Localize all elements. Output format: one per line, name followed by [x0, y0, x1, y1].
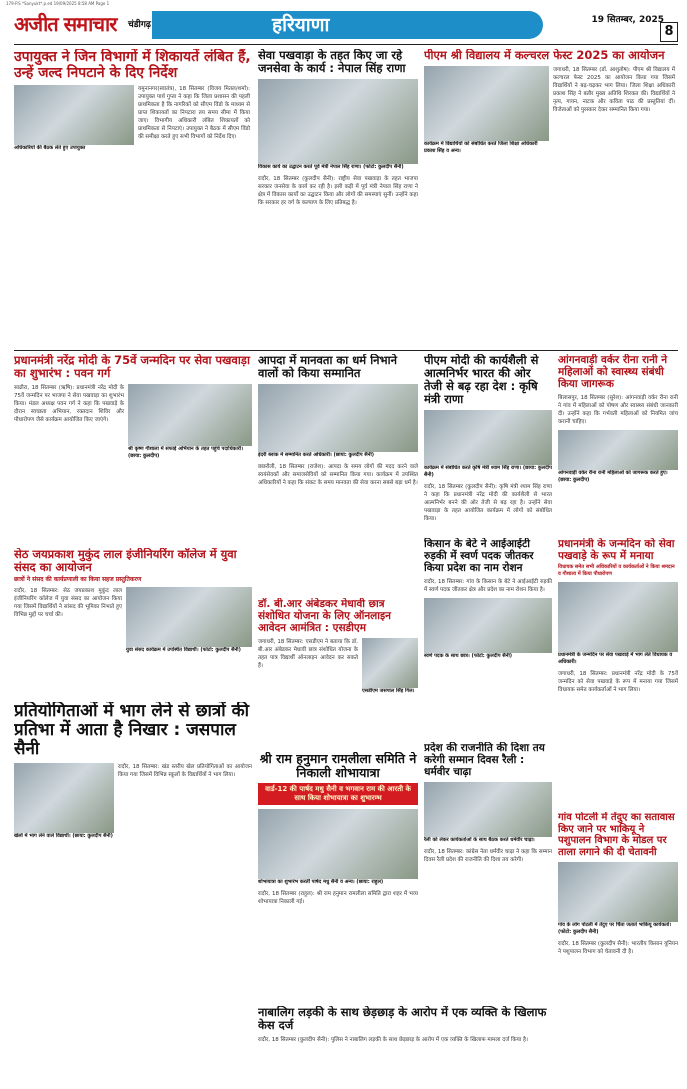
- story-body: यमुनानगर(स्वातंत्र), 18 सितम्बर (विजय मितल/शर्मा): उपायुक्त पार्थ गुप्ता ने कहा कि जिला प्रशासन की पहली प्राथमिकता है कि नागरिकों को सीएम विंडो के माध्यम से प्राप्त शिकायतों का निपटारा तय समय सीमा में किया जाए। विभागीय अधिकारी लंबित शिकायतों को प्राथमिकता से निपटाएं। उपायुक्त ने बैठक में सीएम विंडो की समीक्षा करते हुए सभी विभागों को निर्देश दिए।: [138, 86, 250, 140]
- edition-city: चंडीगढ़: [128, 20, 151, 30]
- headline: सेवा पखवाड़ा के तहत किए जा रहे जनसेवा के कार्य : नेपाल सिंह राणा: [258, 49, 406, 75]
- story-body: रादौर, 18 सितम्बर: सेठ जयप्रकाश मुकुंद लाल इंजीनियरिंग कॉलेज में युवा संसद का आयोजन किया गया जिसमें विद्यार्थियों ने सांसद की भूमिका निभाते हुए विभिन्न मुद्दों पर चर्चा की।: [14, 588, 122, 618]
- story-cultural-fest: [424, 49, 678, 349]
- caption: इंदरी ब्लाक में सम्मानित करते अधिकारी। (छाया: कुलदीप सैनी): [258, 452, 375, 458]
- photo: [14, 763, 114, 833]
- story-anganwadi: [558, 354, 678, 534]
- story-sammaan-rally: [424, 742, 552, 972]
- story-body: रादौर, 18 सितम्बर (राहुल): श्री राम हनुमान रामलीला समिति द्वारा शहर में भव्य शोभायात्रा निकाली गई।: [258, 891, 418, 905]
- caption: आंगनवाड़ी वर्कर रीना रानी महिलाओं को जागरूक करते हुए। (छाया: कुलदीप): [558, 470, 668, 483]
- headline: पीएम मोदी की कार्यशैली से आत्मनिर्भर भारत की ओर तेजी से बढ़ रहा देश : कृषि मंत्री राणा: [424, 354, 539, 406]
- photo: [558, 862, 678, 922]
- subheadline: छात्रों ने संसद की कार्यप्रणाली का किया सहज प्रस्तुतिकरण: [14, 576, 142, 583]
- headline: गांव पोटली में तेंदुए का सतावास किए जाने पर भाकियू ने पशुपालन विभाग के मोडल पर ताला लगाने की दी चेतावनी: [558, 812, 675, 858]
- story-complaints: [14, 49, 252, 349]
- masthead-rule: [14, 44, 678, 45]
- caption: स्वर्ण पदक के साथ छात्र। (फोटो: कुलदीप सैनी): [424, 653, 513, 659]
- story-body: जगाधरी, 18 सितम्बर: एसडीएम ने बताया कि डॉ. बी.आर अंबेडकर मेधावी छात्र संशोधित योजना के तहत पात्र विद्यार्थी ऑनलाइन आवेदन कर सकते हैं।: [258, 639, 358, 669]
- masthead: [14, 9, 678, 43]
- photo: [424, 598, 552, 653]
- photo: [258, 809, 418, 879]
- story-competitions: [14, 702, 252, 1082]
- caption: अधिकारियों की बैठक लेते हुए उपायुक्त: [14, 145, 86, 151]
- headline: प्रधानमंत्री नरेंद्र मोदी के 75वें जन्मदिन पर सेवा पखवाड़ा का शुभारंभ : पवन गर्ग: [14, 354, 250, 380]
- caption: रैली को लेकर कार्यकर्ताओं के साथ बैठक करते धर्मवीर चाढ़ा।: [424, 837, 535, 843]
- section-band: [152, 11, 543, 39]
- story-leopard: [558, 812, 678, 1082]
- photo: [128, 384, 252, 446]
- section-title: हरियाणा: [272, 14, 330, 36]
- page-number: 8: [660, 22, 678, 42]
- caption: विकास कार्य का उद्घाटन करते पूर्व मंत्री नेपाल सिंह राणा। (फोटो: कुलदीप सैनी): [258, 164, 404, 170]
- headline: सेठ जयप्रकाश मुकुंद लाल इंजीनियरिंग कॉलेज में युवा संसद का आयोजन: [14, 548, 237, 574]
- headline: प्रतियोगिताओं में भाग लेने से छात्रों की प्रतिभा में आता है निखार : जसपाल सैनी: [14, 702, 250, 759]
- photo: [424, 66, 549, 141]
- headline: किसान के बेटे ने आईआईटी रुड़की में स्वर्ण पदक जीतकर किया प्रदेश का नाम रोशन: [424, 538, 534, 574]
- photo: [424, 410, 552, 465]
- headline: डॉ. बी.आर अंबेडकर मेधावी छात्र संशोधित योजना के लिए ऑनलाइन आवेदन आमंत्रित : एसडीएम: [258, 598, 391, 634]
- story-body: रादौर, 18 सितम्बर: कांग्रेस नेता धर्मवीर चाढ़ा ने कहा कि सम्मान दिवस रैली प्रदेश की राजनीति की दिशा तय करेगी।: [424, 849, 552, 863]
- caption: प्रधानमंत्री के जन्मदिन पर सेवा पखवाड़े में भाग लेते विधायक व अधिकारी।: [558, 652, 673, 665]
- story-body: बिलासपुर, 18 सितम्बर (सुरेश): आंगनवाड़ी वर्कर रीना रानी ने गांव में महिलाओं को पोषण और स्वास्थ्य संबंधी जानकारी दी। उन्होंने कहा कि गर्भवती महिलाओं को नियमित जांच करानी चाहिए।: [558, 395, 678, 425]
- headline: आपदा में मानवता का धर्म निभाने वालों को किया सम्मानित: [258, 354, 397, 380]
- headline: नाबालिग लड़की के साथ छेड़छाड़ के आरोप में एक व्यक्ति के खिलाफ केस दर्ज: [258, 1006, 547, 1032]
- story-disaster-honour: [258, 354, 418, 594]
- photo: [258, 79, 418, 164]
- photo: [126, 587, 252, 647]
- caption: कार्यक्रम में संबोधित करते कृषि मंत्री श्याम सिंह राणा। (छाया: कुलदीप सैनी): [424, 465, 552, 478]
- story-body: साढौरा, 18 सितम्बर (ऋषि): प्रधानमंत्री नरेंद्र मोदी के 75वें जन्मदिन पर भाजपा ने सेवा पखवाड़ा का शुभारंभ किया। मंडल अध्यक्ष पवन गर्ग ने कहा कि पखवाड़े के दौरान स्वच्छता अभियान, रक्तदान शिविर और पौधारोपण जैसे कार्यक्रम आयोजित किए जाएंगे।: [14, 385, 124, 423]
- story-pm-birthday: [14, 354, 252, 544]
- story-body: छछरौली, 18 सितम्बर (राजेश): आपदा के समय लोगों की मदद करने वाले स्वयंसेवकों और समाजसेवियों को सम्मानित किया गया। कार्यक्रम में उपस्थित अधिकारियों ने कहा कि संकट के समय मानवता की सेवा करना सबसे बड़ा धर्म है।: [258, 464, 418, 486]
- photo: [362, 638, 418, 688]
- story-youth-parliament: [14, 548, 252, 698]
- banner: वार्ड-12 की पार्षद मधु सैनी व भगवान राम की आरती के साथ किया शोभायात्रा का शुभारम्भ: [258, 783, 418, 805]
- story-body: रादौर, 18 सितम्बर: खंड स्तरीय खेल प्रतियोगिताओं का आयोजन किया गया जिसमें विभिन्न स्कूलों के विद्यार्थियों ने भाग लिया।: [118, 764, 252, 778]
- photo: [258, 384, 418, 452]
- headline: प्रदेश की राजनीति की दिशा तय करेगी सम्मान दिवस रैली : धर्मवीर चाढ़ा: [424, 742, 545, 778]
- headline: श्री राम हनुमान रामलीला समिति ने निकाली शोभायात्रा: [259, 752, 417, 780]
- caption: श्री कृष्ण गौशाला में सफाई अभियान के तहत पहुंचे पदाधिकारी। (छाया: कुलदीप): [128, 446, 244, 459]
- headline: उपायुक्त ने जिन विभागों में शिकायतें लंबित हैं, उन्हें जल्द निपटाने के दिए निर्देश: [14, 49, 251, 81]
- photo: [558, 582, 678, 652]
- story-body: जगाधरी, 18 सितम्बर (डॉ. आशुतोष): पीएम श्री विद्यालय में कल्चरल फेस्ट 2025 का आयोजन किया गया जिसमें विद्यार्थियों ने बढ़-चढ़कर भाग लिया। जिला शिक्षा अधिकारी प्रकाश सिंह ने बतौर मुख्य अतिथि शिरकत की। विद्यार्थियों ने नृत्य, गायन, नाटक और कविता पाठ की प्रस्तुतियां दीं। विजेताओं को पुरस्कार देकर सम्मानित किया गया।: [553, 67, 675, 113]
- story-body: रादौर, 18 सितम्बर (कुलदीप सैनी): कृषि मंत्री श्याम सिंह राणा ने कहा कि प्रधानमंत्री नरेंद्र मोदी की कार्यशैली से भारत आत्मनिर्भर बनने की ओर तेजी से बढ़ रहा है। उन्होंने सेवा पखवाड़ा के तहत आयोजित कार्यक्रम में लोगों को संबोधित किया।: [424, 484, 552, 522]
- row-rule: [14, 350, 678, 351]
- caption: शोभायात्रा का शुभारंभ करतीं पार्षद मधु सैनी व अन्य। (छाया: राहुल): [258, 879, 384, 885]
- headline: प्रधानमंत्री के जन्मदिन को सेवा पखवाड़े के रूप में मनाया: [558, 538, 675, 562]
- issue-date: 19 सितम्बर, 2025: [591, 15, 664, 25]
- print-slug: 179-P.S *Sanyukt*.p.ed 19/09/2025 8:58 AM Page 1: [6, 1, 110, 6]
- story-ramlila: [258, 752, 418, 1002]
- story-seva-day: [558, 538, 678, 808]
- story-body: रादौर, 18 सितम्बर (कुलदीप सैनी): राष्ट्रीय सेवा पखवाड़ा के तहत भाजपा सरकार जनसेवा के कार्य कर रही है। इसी कड़ी में पूर्व मंत्री नेपाल सिंह राणा ने क्षेत्र में विकास कार्यों का उद्घाटन किया और लोगों की समस्याएं सुनीं। उन्होंने कहा कि सरकार हर वर्ग के कल्याण के लिए प्रतिबद्ध है।: [258, 176, 418, 206]
- story-ambedkar-scheme: [258, 598, 418, 748]
- story-iit-gold: [424, 538, 552, 738]
- story-body: रादौर, 18 सितम्बर: गांव के किसान के बेटे ने आईआईटी रुड़की में स्वर्ण पदक जीतकर क्षेत्र और प्रदेश का नाम रोशन किया है।: [424, 579, 552, 593]
- headline: पीएम श्री विद्यालय में कल्चरल फेस्ट 2025 का आयोजन: [424, 49, 665, 62]
- subheadline: विधायक समेत सभी अधिकारियों व कार्यकर्ताओं ने किया श्रमदान व गौशाला में किया पौधारोपण: [558, 564, 675, 577]
- photo: [558, 430, 678, 470]
- caption: गांव के लोग पोटली में तेंदुए पर चिंता जताते भाकियू कार्यकर्ता। (फोटो: कुलदीप सैनी): [558, 922, 672, 935]
- story-body: रादौर, 18 सितम्बर (कुलदीप सैनी): भारतीय किसान यूनियन ने पशुपालन विभाग को चेतावनी दी है।: [558, 941, 678, 955]
- newspaper-logo: अजीत समाचार: [14, 12, 117, 36]
- caption: खेलों में भाग लेने वाले विद्यार्थी। (छाया: कुलदीप सैनी): [14, 833, 113, 839]
- caption: कार्यक्रम में विद्यार्थियों को संबोधित करते जिला शिक्षा अधिकारी प्रकाश सिंह व अन्य।: [424, 141, 538, 154]
- story-atmanirbhar: [424, 354, 552, 534]
- photo: [14, 85, 134, 145]
- photo: [424, 782, 552, 837]
- story-body: रादौर, 18 सितम्बर (कुलदीप सैनी): पुलिस ने नाबालिग लड़की के साथ छेड़छाड़ के आरोप में एक व्यक्ति के खिलाफ मामला दर्ज किया है।: [258, 1037, 529, 1043]
- story-minor-case: [258, 1006, 552, 1084]
- story-seva-pakhwada: [258, 49, 418, 349]
- story-body: जगाधरी, 18 सितम्बर: प्रधानमंत्री नरेंद्र मोदी के 75वें जन्मदिन को सेवा पखवाड़े के रूप में मनाया गया जिसमें विधायक समेत कार्यकर्ताओं ने भाग लिया।: [558, 671, 678, 693]
- caption: युवा संसद कार्यक्रम में उपस्थित विद्यार्थी। (फोटो: कुलदीप सैनी): [126, 647, 241, 653]
- headline: आंगनवाड़ी वर्कर रीना रानी ने महिलाओं को स्वास्थ्य संबंधी किया जागरूक: [558, 354, 668, 390]
- caption: एसडीएम जसपाल सिंह गिल।: [362, 688, 415, 694]
